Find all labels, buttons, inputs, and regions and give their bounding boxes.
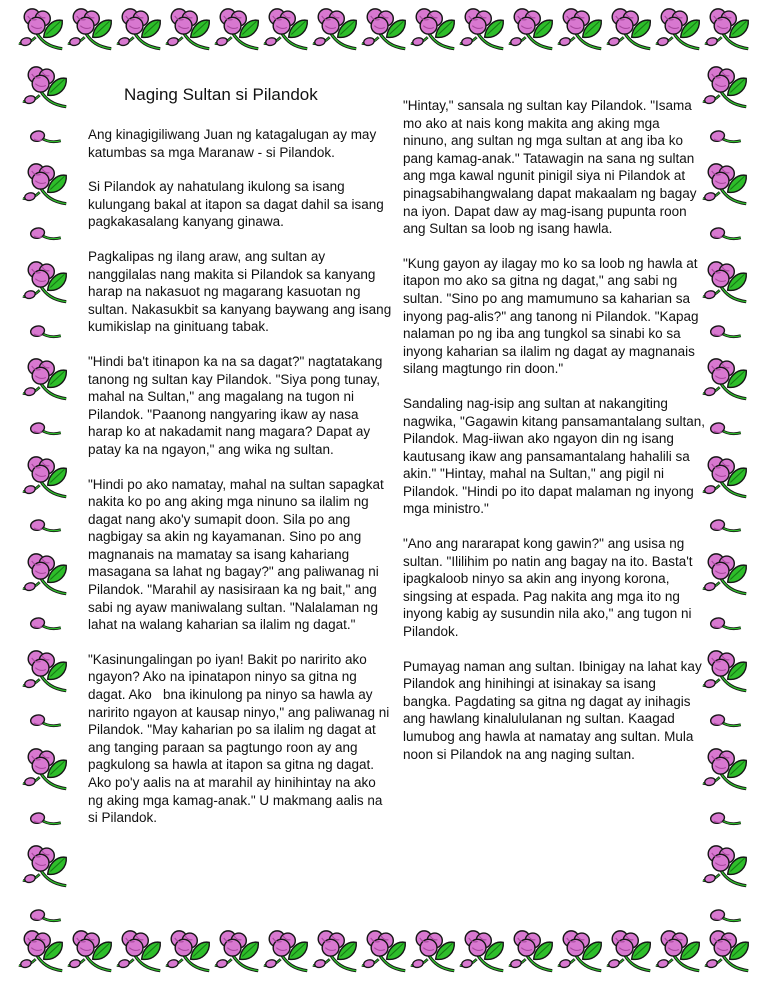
rose-flower-icon bbox=[214, 6, 260, 56]
rose-flower-icon bbox=[22, 746, 68, 796]
rose-flower-icon bbox=[22, 161, 68, 211]
rose-flower-icon bbox=[22, 64, 68, 114]
story-paragraph: Pumayag naman ang sultan. Ibinigay na lahat kay Pilandok ang hinihingi at isinakay sa isang bangka. Pagdating sa gitna ng dagat ay inihagis ang hawlang kinalululanan ng sultan. Kaagad lumubog ang hawla at namatay ang sultan. Mula noon si Pilandok na ang naging sultan. bbox=[403, 658, 702, 762]
rosebud-icon bbox=[708, 904, 742, 930]
story-paragraph: Pagkalipas ng ilang araw, ang sultan ay nanggilalas nang makita si Pilandok sa kanyang harap na nakasuot ng magarang kasuotan ng sultan. Nakasukbit sa kanyang baywang ang isang kumikislap na ginituang tabak. bbox=[88, 248, 392, 335]
rose-flower-icon bbox=[410, 6, 456, 56]
rosebud-icon bbox=[708, 222, 742, 248]
rose-flower-icon bbox=[263, 6, 309, 56]
story-paragraph: "Kasinungalingan po iyan! Bakit po naririto ako ngayon? Ako na ipinatapon ninyo sa gitna ng dagat. Ako bna ikinulong pa ninyo sa hawla ay naririto ngayon at kausap ninyo," ang paliwanag ni Pilandok. "May kaharian po sa ilalim ng dagat at ang tanging paraan sa pagtungo roon ay ang pagkulong sa hawla at itapon sa gitna ng dagat. Ako po'y aalis na at marahil ay hinihintay na ako ng aking mga kamag-anak." U makmang aalis na si Pilandok. bbox=[88, 651, 390, 826]
rose-flower-icon bbox=[67, 928, 113, 978]
story-right-column bbox=[403, 97, 706, 780]
rosebud-icon bbox=[28, 222, 62, 248]
rose-flower-icon bbox=[702, 746, 748, 796]
rose-flower-icon bbox=[702, 648, 748, 698]
story-paragraph: "Hindi ba't itinapon ka na sa dagat?" nagtatakang tanong ng sultan kay Pilandok. "Siya pong tunay, mahal na Sultan," ang magalang na tugon ni Pilandok. "Paanong nangyaring ikaw ay nasa harap ko at nakadamit nang magara? Dapat ay patay ka na ngayon," ang wika ng sultan. bbox=[88, 353, 383, 457]
rose-flower-icon bbox=[116, 6, 162, 56]
rose-flower-icon bbox=[361, 928, 407, 978]
rose-flower-icon bbox=[214, 928, 260, 978]
rosebud-icon bbox=[708, 417, 742, 443]
rose-flower-icon bbox=[702, 356, 748, 406]
rose-flower-icon bbox=[704, 928, 750, 978]
rose-flower-icon bbox=[702, 551, 748, 601]
story-paragraph: "Hindi po ako namatay, mahal na sultan sapagkat nakita ko po ang aking mga ninuno sa ilalim ng dagat nang ako'y sumapit doon. Sila po ang nagbigay sa akin ng kayamanan. Sino po ang magnanais na mamatay sa isang kahariang masagana sa lahat ng bagay?" ang paliwanag ni Pilandok. "Marahil ay nasisiraan ka ng bait," ang sabi ng ayaw maniwalang sultan. "Nalalaman ng lahat na walang kaharian sa ilalim ng dagat." bbox=[88, 476, 384, 633]
rose-flower-icon bbox=[702, 454, 748, 504]
rosebud-icon bbox=[28, 612, 62, 638]
rose-flower-icon bbox=[312, 6, 358, 56]
story-paragraph: Si Pilandok ay nahatulang ikulong sa isang kulungang bakal at itapon sa dagat dahil sa isang pagkakasalang kanyang ginawa. bbox=[88, 179, 384, 230]
rosebud-icon bbox=[28, 807, 62, 833]
story-paragraph: "Kung gayon ay ilagay mo ko sa loob ng hawla at itapon mo ako sa gitna ng dagat," ang sabi ng sultan. "Sino po ang mamumuno sa kaharian sa inyong pag-alis?" ang tanong ni Pilandok. "Kapag nalaman po ng iba ang tungkol sa sinabi ko sa inyong kaharian sa ilalim ng dagat ay magnanais silang magtungo rin doon." bbox=[403, 255, 699, 377]
rosebud-icon bbox=[708, 612, 742, 638]
rose-flower-icon bbox=[410, 928, 456, 978]
rose-flower-icon bbox=[655, 6, 701, 56]
rose-flower-icon bbox=[606, 6, 652, 56]
rose-flower-icon bbox=[67, 6, 113, 56]
rosebud-icon bbox=[708, 807, 742, 833]
rose-flower-icon bbox=[116, 928, 162, 978]
rose-flower-icon bbox=[702, 64, 748, 114]
rose-flower-icon bbox=[22, 259, 68, 309]
rose-flower-icon bbox=[704, 6, 750, 56]
rose-flower-icon bbox=[22, 843, 68, 893]
rose-flower-icon bbox=[655, 928, 701, 978]
rosebud-icon bbox=[708, 320, 742, 346]
rose-flower-icon bbox=[165, 928, 211, 978]
rosebud-icon bbox=[28, 417, 62, 443]
story-paragraph: "Ano ang nararapat kong gawin?" ang usisa ng sultan. "Ililihim po natin ang bagay na ito. Basta't ipagkaloob ninyo sa akin ang inyong korona, singsing at espada. Pag nakita ang mga ito ng inyong kabig ay susundin nila ako," ang tugon ni Pilandok. bbox=[403, 536, 693, 640]
rosebud-icon bbox=[28, 514, 62, 540]
story-paragraph: "Hintay," sansala ng sultan kay Pilandok. "Isama mo ako at nais kong makita ang aking mga ninuno, ang sultan ng mga sultan at ang iba ko pang kamag-anak." Tatawagin na sana ng sultan ang mga kawal ngunit pinigil siya ni Pilandok at pinagsabihangwalang dapat makaalam ng bagay na iyon. Dapat daw ay mag-isang pupunta roon ang Sultan sa loob ng isang hawla. bbox=[403, 98, 697, 237]
story-paragraph: Ang kinagigiliwang Juan ng katagalugan ay may katumbas sa mga Maranaw - si Pilandok. bbox=[88, 127, 377, 160]
rose-flower-icon bbox=[361, 6, 407, 56]
rose-flower-icon bbox=[22, 454, 68, 504]
rose-flower-icon bbox=[702, 161, 748, 211]
rosebud-icon bbox=[708, 125, 742, 151]
rose-flower-icon bbox=[22, 551, 68, 601]
floral-border-top bbox=[18, 6, 750, 62]
rose-flower-icon bbox=[508, 928, 554, 978]
rose-flower-icon bbox=[557, 928, 603, 978]
rosebud-icon bbox=[28, 125, 62, 151]
story-paragraph: Sandaling nag-isip ang sultan at nakangiting nagwika, "Gagawin kitang pansamantalang sultan, Pilandok. Mag-iiwan ako ngayon din ng isang kautusang ikaw ang pansamantalang hahalili sa akin." "Hintay, mahal na Sultan," ang pigil ni Pilandok. "Hindi po ito dapat malaman ng inyong mga ministro." bbox=[403, 395, 705, 517]
rose-flower-icon bbox=[165, 6, 211, 56]
page-title: Naging Sultan si Pilandok bbox=[124, 85, 318, 104]
rose-flower-icon bbox=[459, 928, 505, 978]
rose-flower-icon bbox=[459, 6, 505, 56]
rose-flower-icon bbox=[263, 928, 309, 978]
rose-flower-icon bbox=[22, 356, 68, 406]
rose-flower-icon bbox=[606, 928, 652, 978]
floral-border-bottom bbox=[18, 928, 750, 984]
rose-flower-icon bbox=[702, 843, 748, 893]
rose-flower-icon bbox=[557, 6, 603, 56]
rosebud-icon bbox=[708, 709, 742, 735]
rosebud-icon bbox=[28, 709, 62, 735]
rosebud-icon bbox=[28, 904, 62, 930]
rose-flower-icon bbox=[312, 928, 358, 978]
rose-flower-icon bbox=[18, 928, 64, 978]
rosebud-icon bbox=[708, 514, 742, 540]
rose-flower-icon bbox=[18, 6, 64, 56]
rose-flower-icon bbox=[22, 648, 68, 698]
rose-flower-icon bbox=[508, 6, 554, 56]
story-left-column bbox=[88, 84, 393, 844]
floral-border-left bbox=[16, 64, 74, 930]
rosebud-icon bbox=[28, 320, 62, 346]
rose-flower-icon bbox=[702, 259, 748, 309]
